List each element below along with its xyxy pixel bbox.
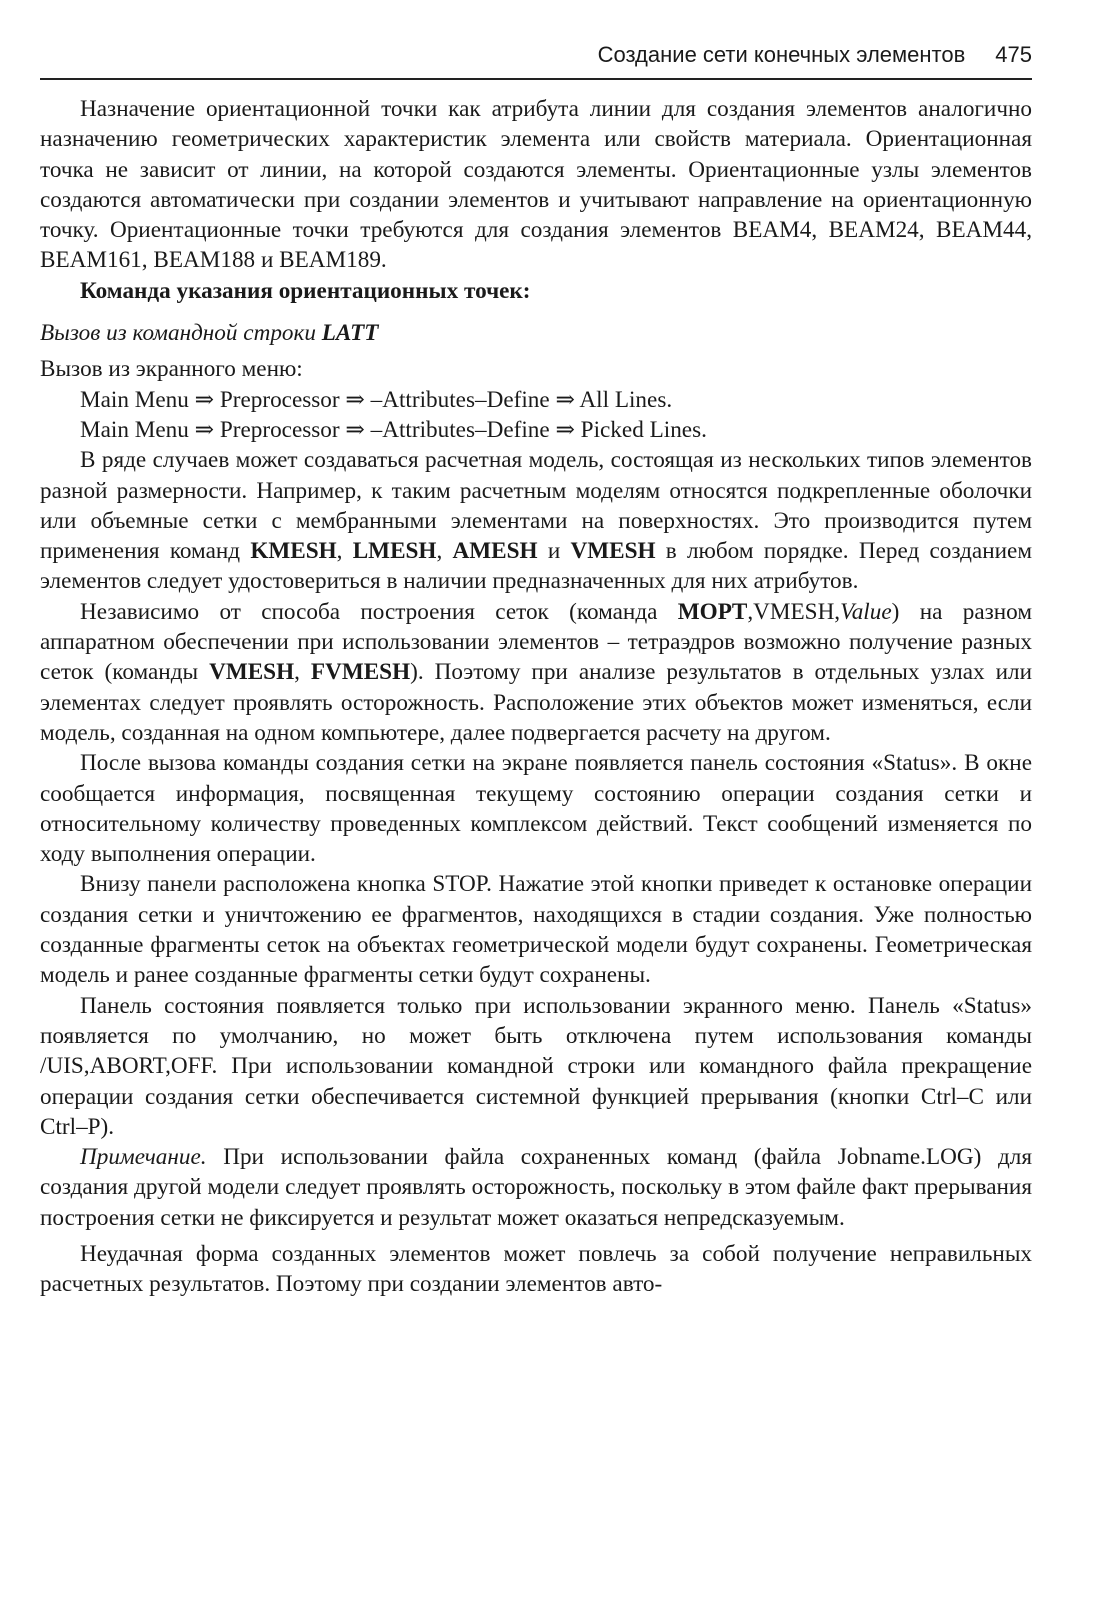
running-header bbox=[40, 36, 1032, 80]
note-text: При использовании файла сохраненных команд (файла Jobname.LOG) для создания другой модели следует проявлять осторожность, поскольку в этом файле факт прерывания построения сетки не фиксируется и результат может оказаться непредсказуемым. bbox=[40, 1144, 1032, 1231]
paragraph-status-visibility: Панель состояния появляется только при использовании экранного меню. Панель «Status» появляется по умолчанию, но может быть отключена путем использования команды /UIS,ABORT,OFF. При использовании командной строки или командного файла прекращение операции создания сетки обеспечивается системной функцией прерывания (кнопки Ctrl–C или Ctrl–P). bbox=[40, 992, 1032, 1140]
command-kmesh: KMESH bbox=[250, 538, 337, 565]
chapter-title: Создание сети конечных элементов bbox=[597, 42, 966, 67]
command-vmesh: VMESH bbox=[209, 659, 295, 686]
text-run: в любом порядке. Перед созданием элементов следует удостовериться в наличии предназначенных для них атрибутов. bbox=[40, 538, 1032, 595]
screen-menu-label: Вызов из экранного меню: bbox=[40, 356, 303, 383]
paragraph-element-shape: Неудачная форма созданных элементов может повлечь за собой получение неправильных расчетных результатов. Поэтому при создании элементов авто- bbox=[40, 1240, 1032, 1298]
menu-path-all-lines: Main Menu ⇒ Preprocessor ⇒ –Attributes–Define ⇒ All Lines. bbox=[80, 386, 673, 413]
text-run: ,VMESH, bbox=[747, 598, 841, 625]
command-amesh: AMESH bbox=[452, 538, 538, 565]
command-line-call bbox=[40, 318, 1032, 348]
text-run: и bbox=[537, 538, 571, 565]
page-number: 475 bbox=[995, 42, 1032, 67]
command-heading: Команда указания ориентационных точек: bbox=[80, 277, 531, 304]
command-fvmesh: FVMESH bbox=[310, 659, 411, 686]
paragraph-status-panel: После вызова команды создания сетки на экране появляется панель состояния «Status». В окне сообщается информация, посвященная текущему состоянию операции создания сетки и относительному количеству проведенных комплексом действий. Текст сообщений изменяется по ходу выполнения операции. bbox=[40, 750, 1032, 868]
book-page bbox=[40, 36, 1032, 1300]
paragraph-stop-button: Внизу панели расположена кнопка STOP. Нажатие этой кнопки приведет к остановке операции создания сетки и уничтожению ее фрагментов, находящихся в стадии создания. Уже полностью созданные фрагменты сеток на объектах геометрической модели будут сохранены. Геометрическая модель и ранее созданные фрагменты сетки будут сохранены. bbox=[40, 871, 1032, 989]
text-run: ). Поэтому при анализе результатов в отдельных узлах или элементах следует проявлять осторожность. Расположение этих объектов может изменяться, если модель, созданная на одном компьютере, далее подвергается расчету на другом. bbox=[40, 659, 1033, 746]
text-run: ) на разном аппаратном обеспечении при использовании элементов – тетраэдров возможно получение разных сеток (команды bbox=[40, 598, 1033, 686]
command-latt: LATT bbox=[321, 320, 379, 347]
command-vmesh: VMESH bbox=[570, 538, 656, 565]
paragraph-hardware-meshes bbox=[40, 597, 1032, 748]
paragraph-orientation-point: Назначение ориентационной точки как атрибута линии для создания элементов аналогично назначению геометрических характеристик элемента или свойств материала. Ориентационная точка не зависит от линии, на которой создаются элементы. Ориентационные узлы элементов создаются автоматически при создании элементов и учитывают направление на ориентационную точку. Ориентационные точки требуются для создания элементов BEAM4, BEAM24, BEAM44, BEAM161, BEAM188 и BEAM189. bbox=[40, 96, 1032, 274]
paragraph-note bbox=[40, 1142, 1032, 1233]
note-label: Примечание. bbox=[80, 1144, 207, 1171]
text-run: , bbox=[294, 659, 311, 686]
command-line-label: Вызов из командной строки bbox=[40, 320, 316, 347]
value-italic: Value bbox=[840, 598, 892, 625]
text-run: В ряде случаев может создаваться расчетная модель, состоящая из нескольких типов элементов разной размерности. Например, к таким расчетным моделям относятся подкрепленные оболочки или объемные сетки с мембранными элементами на поверхностях. Это производится путем применения команд bbox=[40, 447, 1032, 565]
paragraph-mixed-meshes bbox=[40, 445, 1032, 596]
text-run: , bbox=[436, 538, 453, 565]
text-run: Независимо от способа построения сеток (команда bbox=[80, 598, 678, 625]
menu-path-picked-lines: Main Menu ⇒ Preprocessor ⇒ –Attributes–Define ⇒ Picked Lines. bbox=[80, 416, 707, 443]
command-lmesh: LMESH bbox=[352, 538, 437, 565]
text-run: , bbox=[336, 538, 353, 565]
body-text bbox=[40, 94, 1032, 1300]
command-mopt: MOPT bbox=[677, 598, 748, 625]
